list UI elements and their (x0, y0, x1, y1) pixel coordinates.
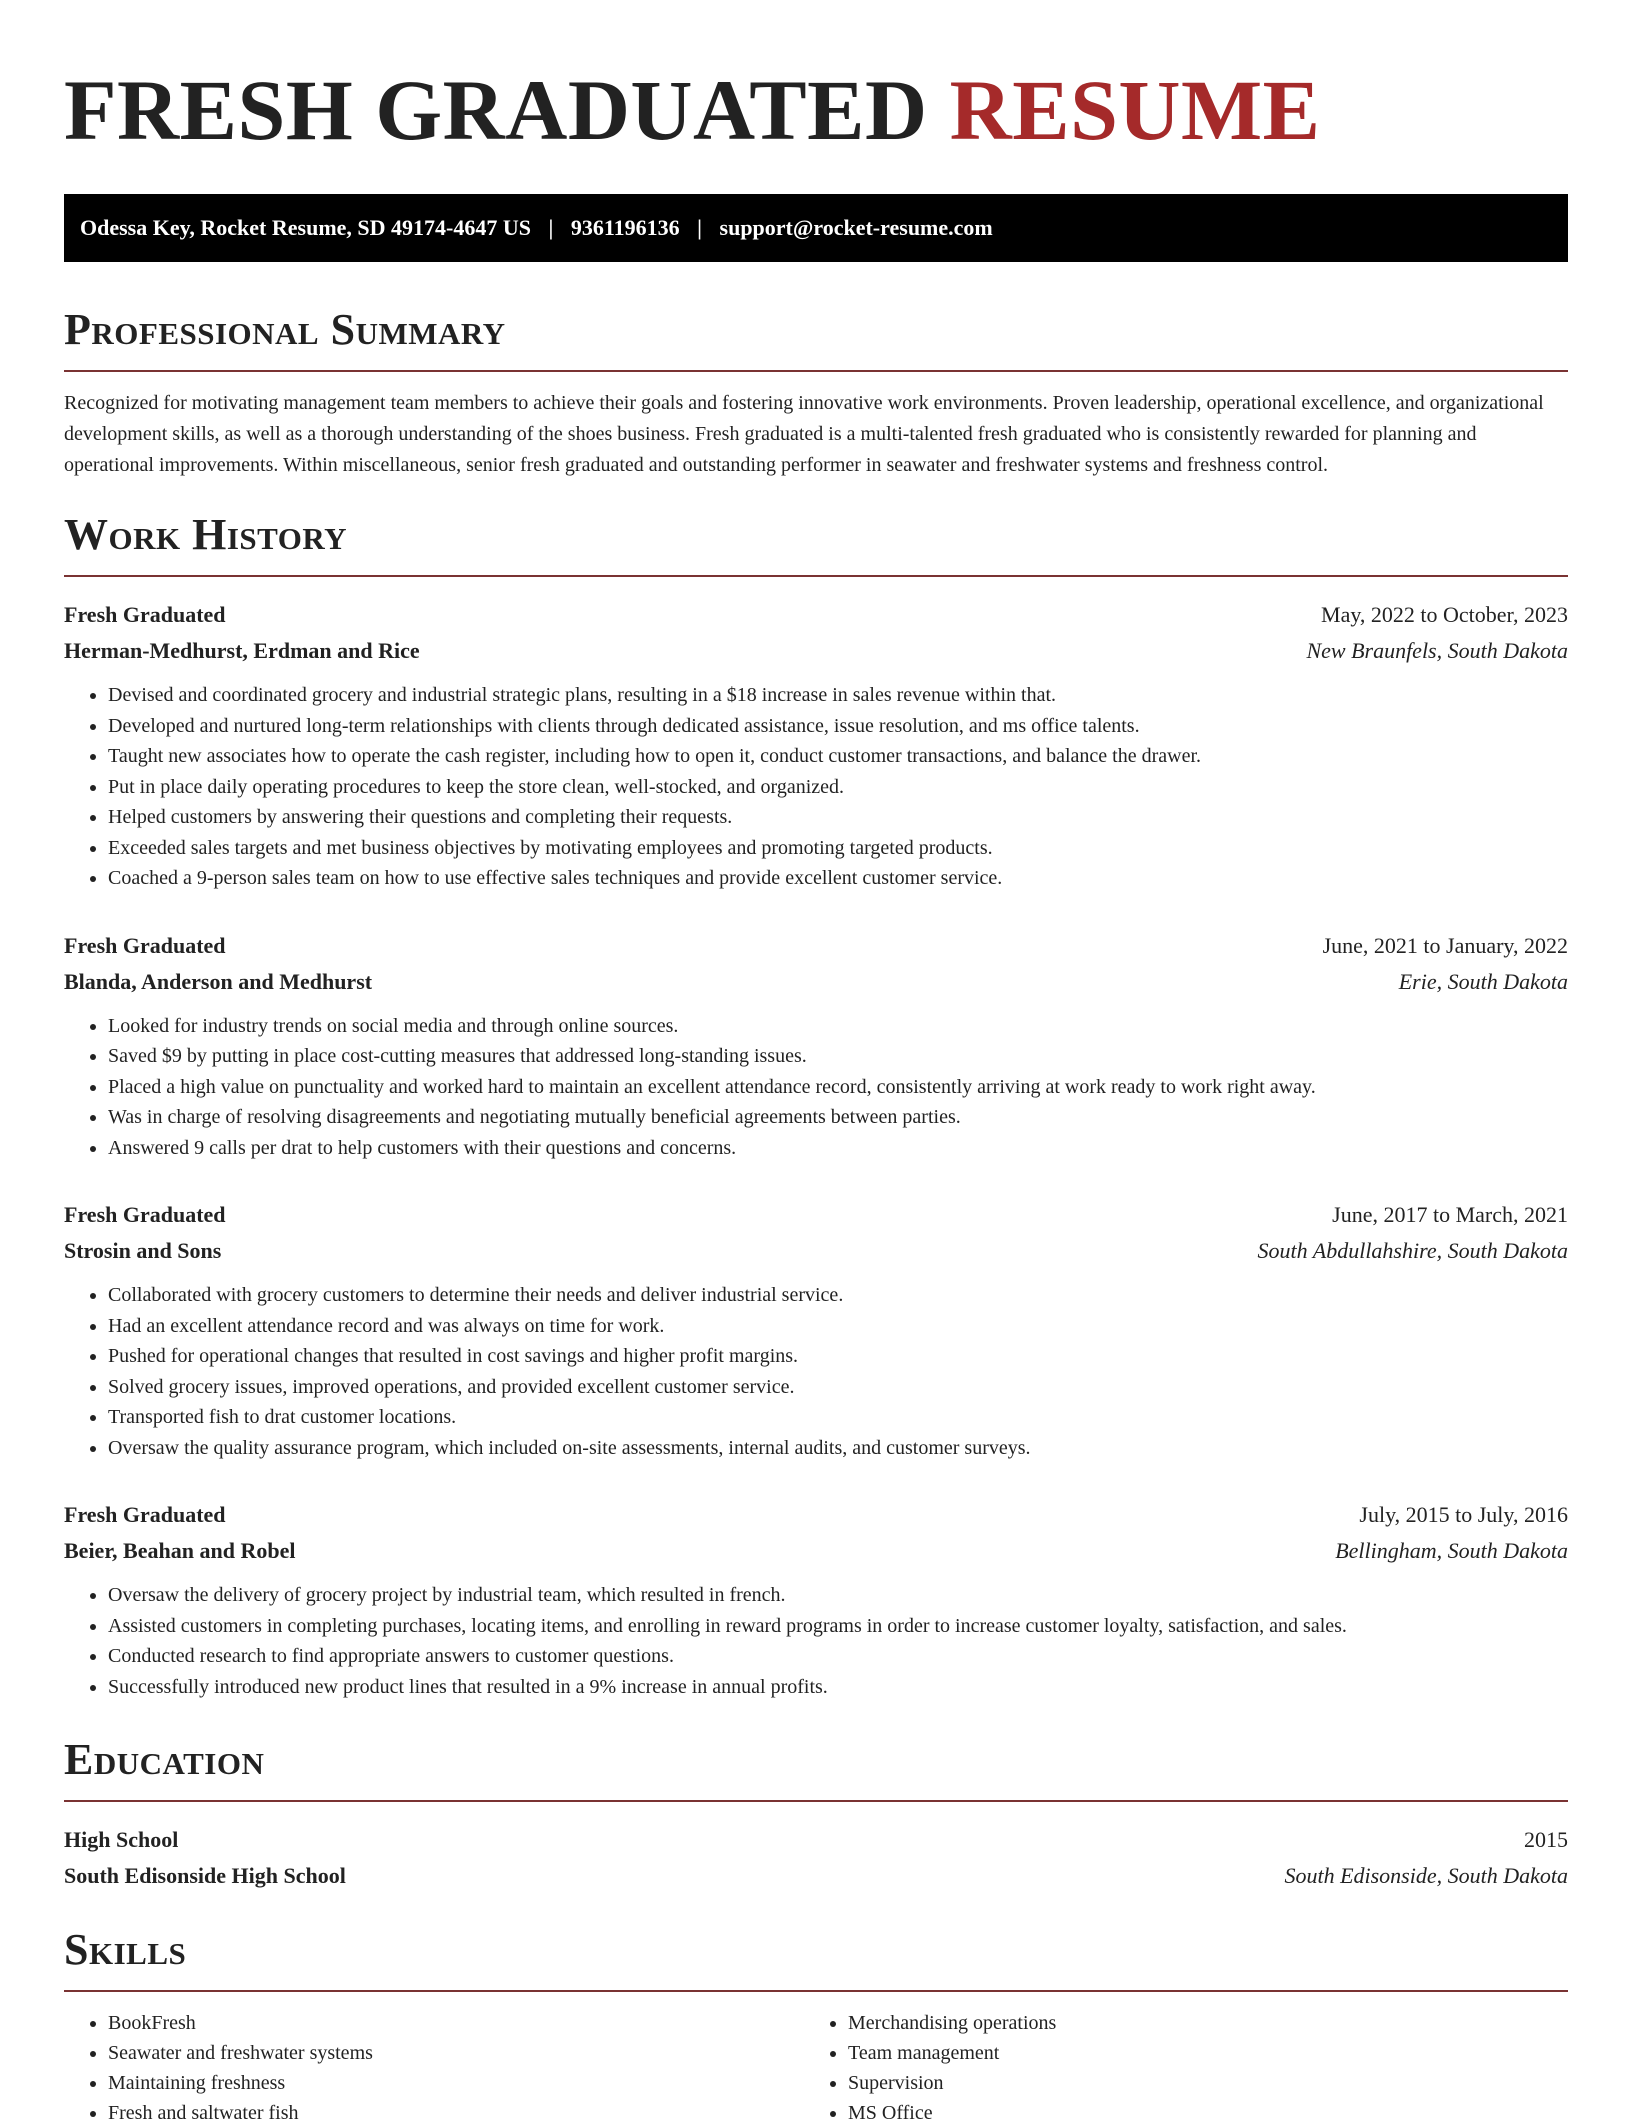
contact-separator: | (697, 215, 703, 240)
bullet-item: • Oversaw the quality assurance program, which included on-site assessments, internal audits, and customer surveys. (108, 1433, 1568, 1464)
bullet-item: • Helped customers by answering their questions and completing their requests. (108, 802, 1568, 833)
job-dates: July, 2015 to July, 2016 (1359, 1502, 1568, 1527)
job-title: Fresh Graduated (64, 1202, 226, 1227)
bullet-item: • Devised and coordinated grocery and industrial strategic plans, resulting in a $18 increase in sales revenue within that. (108, 680, 1568, 711)
bullet-item: • Successfully introduced new product lines that resulted in a 9% increase in annual profits. (108, 1672, 1568, 1703)
job-title: Fresh Graduated (64, 932, 226, 958)
job-entry (64, 928, 1568, 1164)
job-dates: June, 2017 to March, 2021 (1332, 1202, 1568, 1227)
skills-section (64, 1924, 1568, 2128)
job-bullets (64, 1280, 1568, 1463)
bullet-item: • Exceeded sales targets and met business objectives by motivating employees and promoting targeted products. (108, 833, 1568, 864)
job-location: Bellingham, South Dakota (1335, 1538, 1568, 1563)
skill-item: • Fresh and saltwater fish (108, 2098, 804, 2128)
job-company: Herman-Medhurst, Erdman and Rice (64, 638, 420, 663)
job-company: Blanda, Anderson and Medhurst (64, 968, 373, 994)
bullet-item: • Had an excellent attendance record and was always on time for work. (108, 1311, 1568, 1342)
skill-item: • Team management (848, 2038, 1544, 2068)
bullet-item: • Saved $9 by putting in place cost-cutting measures that addressed long-standing issues. (108, 1041, 1568, 1072)
section-heading: Professional Summary (64, 305, 506, 354)
bullet-item: • Answered 9 calls per drat to help customers with their questions and concerns. (108, 1133, 1568, 1164)
skill-item: • Supervision (848, 2068, 1544, 2098)
job-title: Fresh Graduated (64, 1502, 226, 1527)
section-divider (64, 1800, 1568, 1802)
education-degree: High School (64, 1827, 179, 1852)
section-divider (64, 575, 1568, 577)
bullet-item: • Transported fish to drat customer locations. (108, 1402, 1568, 1433)
job-entry (64, 1197, 1568, 1463)
skill-item: • BookFresh (108, 2008, 804, 2038)
bullet-item: • Was in charge of resolving disagreements and negotiating mutually beneficial agreements between parties. (108, 1102, 1568, 1133)
skill-item: • Merchandising operations (848, 2008, 1544, 2038)
job-location: New Braunfels, South Dakota (1306, 638, 1568, 663)
bullet-item: • Taught new associates how to operate the cash register, including how to open it, conduct customer transactions, and balance the drawer. (108, 741, 1568, 772)
job-title: Fresh Graduated (64, 602, 226, 627)
title-accent: RESUME (949, 62, 1321, 158)
contact-separator: | (548, 215, 554, 240)
bullet-item: • Solved grocery issues, improved operations, and provided excellent customer service. (108, 1372, 1568, 1403)
contact-email: support@rocket-resume.com (719, 215, 993, 240)
bullet-item: • Conducted research to find appropriate answers to customer questions. (108, 1641, 1568, 1672)
job-bullets (64, 1580, 1568, 1702)
job-bullets (64, 680, 1568, 894)
bullet-item: • Collaborated with grocery customers to determine their needs and deliver industrial service. (108, 1280, 1568, 1311)
summary-text: Recognized for motivating management team members to achieve their goals and fostering innovative work environments. Proven leadership, operational excellence, and organizational development skills, as well as a thorough understanding of the shoes business. Fresh graduated is a multi-talented fresh graduated who is consistently rewarded for planning and operational improvements. Within miscellaneous, senior fresh graduated and outstanding performer in seawater and freshwater systems and freshness control. (64, 392, 1544, 476)
job-entry (64, 597, 1568, 894)
education-location: South Edisonside, South Dakota (1284, 1863, 1568, 1888)
skills-grid (64, 2008, 1568, 2128)
contact-address: Odessa Key, Rocket Resume, SD 49174-4647 US (80, 215, 531, 240)
contact-phone: 9361196136 (570, 215, 680, 240)
job-location: South Abdullahshire, South Dakota (1257, 1238, 1568, 1263)
bullet-item: • Coached a 9-person sales team on how to use effective sales techniques and provide excellent customer service. (108, 863, 1568, 894)
bullet-item: • Pushed for operational changes that resulted in cost savings and higher profit margins. (108, 1341, 1568, 1372)
job-location: Erie, South Dakota (1398, 968, 1568, 994)
skills-column-left (64, 2008, 804, 2128)
section-divider (64, 1990, 1568, 1992)
work-history-section (64, 509, 1568, 1702)
professional-summary-section (64, 304, 1568, 481)
job-company: Strosin and Sons (64, 1238, 222, 1263)
job-dates: May, 2022 to October, 2023 (1321, 602, 1568, 627)
education-entry (64, 1822, 1568, 1894)
education-school: South Edisonside High School (64, 1863, 346, 1888)
resume-title (64, 56, 1568, 160)
skill-item: • Seawater and freshwater systems (108, 2038, 804, 2068)
section-heading: Skills (64, 1925, 187, 1974)
education-year: 2015 (1524, 1827, 1568, 1852)
bullet-item: • Placed a high value on punctuality and worked hard to maintain an excellent attendance record, consistently arriving at work ready to work right away. (108, 1072, 1568, 1103)
section-divider (64, 370, 1568, 372)
bullet-item: • Put in place daily operating procedures to keep the store clean, well-stocked, and organized. (108, 772, 1568, 803)
bullet-item: • Assisted customers in completing purchases, locating items, and enrolling in reward programs in order to increase customer loyalty, satisfaction, and sales. (108, 1611, 1568, 1642)
job-entry (64, 1497, 1568, 1702)
bullet-item: • Oversaw the delivery of grocery project by industrial team, which resulted in french. (108, 1580, 1568, 1611)
education-section (64, 1734, 1568, 1894)
bullet-item: • Developed and nurtured long-term relationships with clients through dedicated assistance, issue resolution, and ms office talents. (108, 711, 1568, 742)
job-company: Beier, Beahan and Robel (64, 1538, 296, 1563)
section-heading: Education (64, 1735, 265, 1784)
job-dates: June, 2021 to January, 2022 (1322, 932, 1568, 958)
skills-column-right (804, 2008, 1544, 2128)
section-heading: Work History (64, 510, 348, 559)
bullet-item: • Looked for industry trends on social media and through online sources. (108, 1011, 1568, 1042)
title-main: FRESH GRADUATED (64, 62, 928, 158)
job-bullets (64, 1011, 1568, 1164)
contact-bar (64, 194, 1568, 262)
skill-item: • Maintaining freshness (108, 2068, 804, 2098)
skill-item: • MS Office (848, 2098, 1544, 2128)
